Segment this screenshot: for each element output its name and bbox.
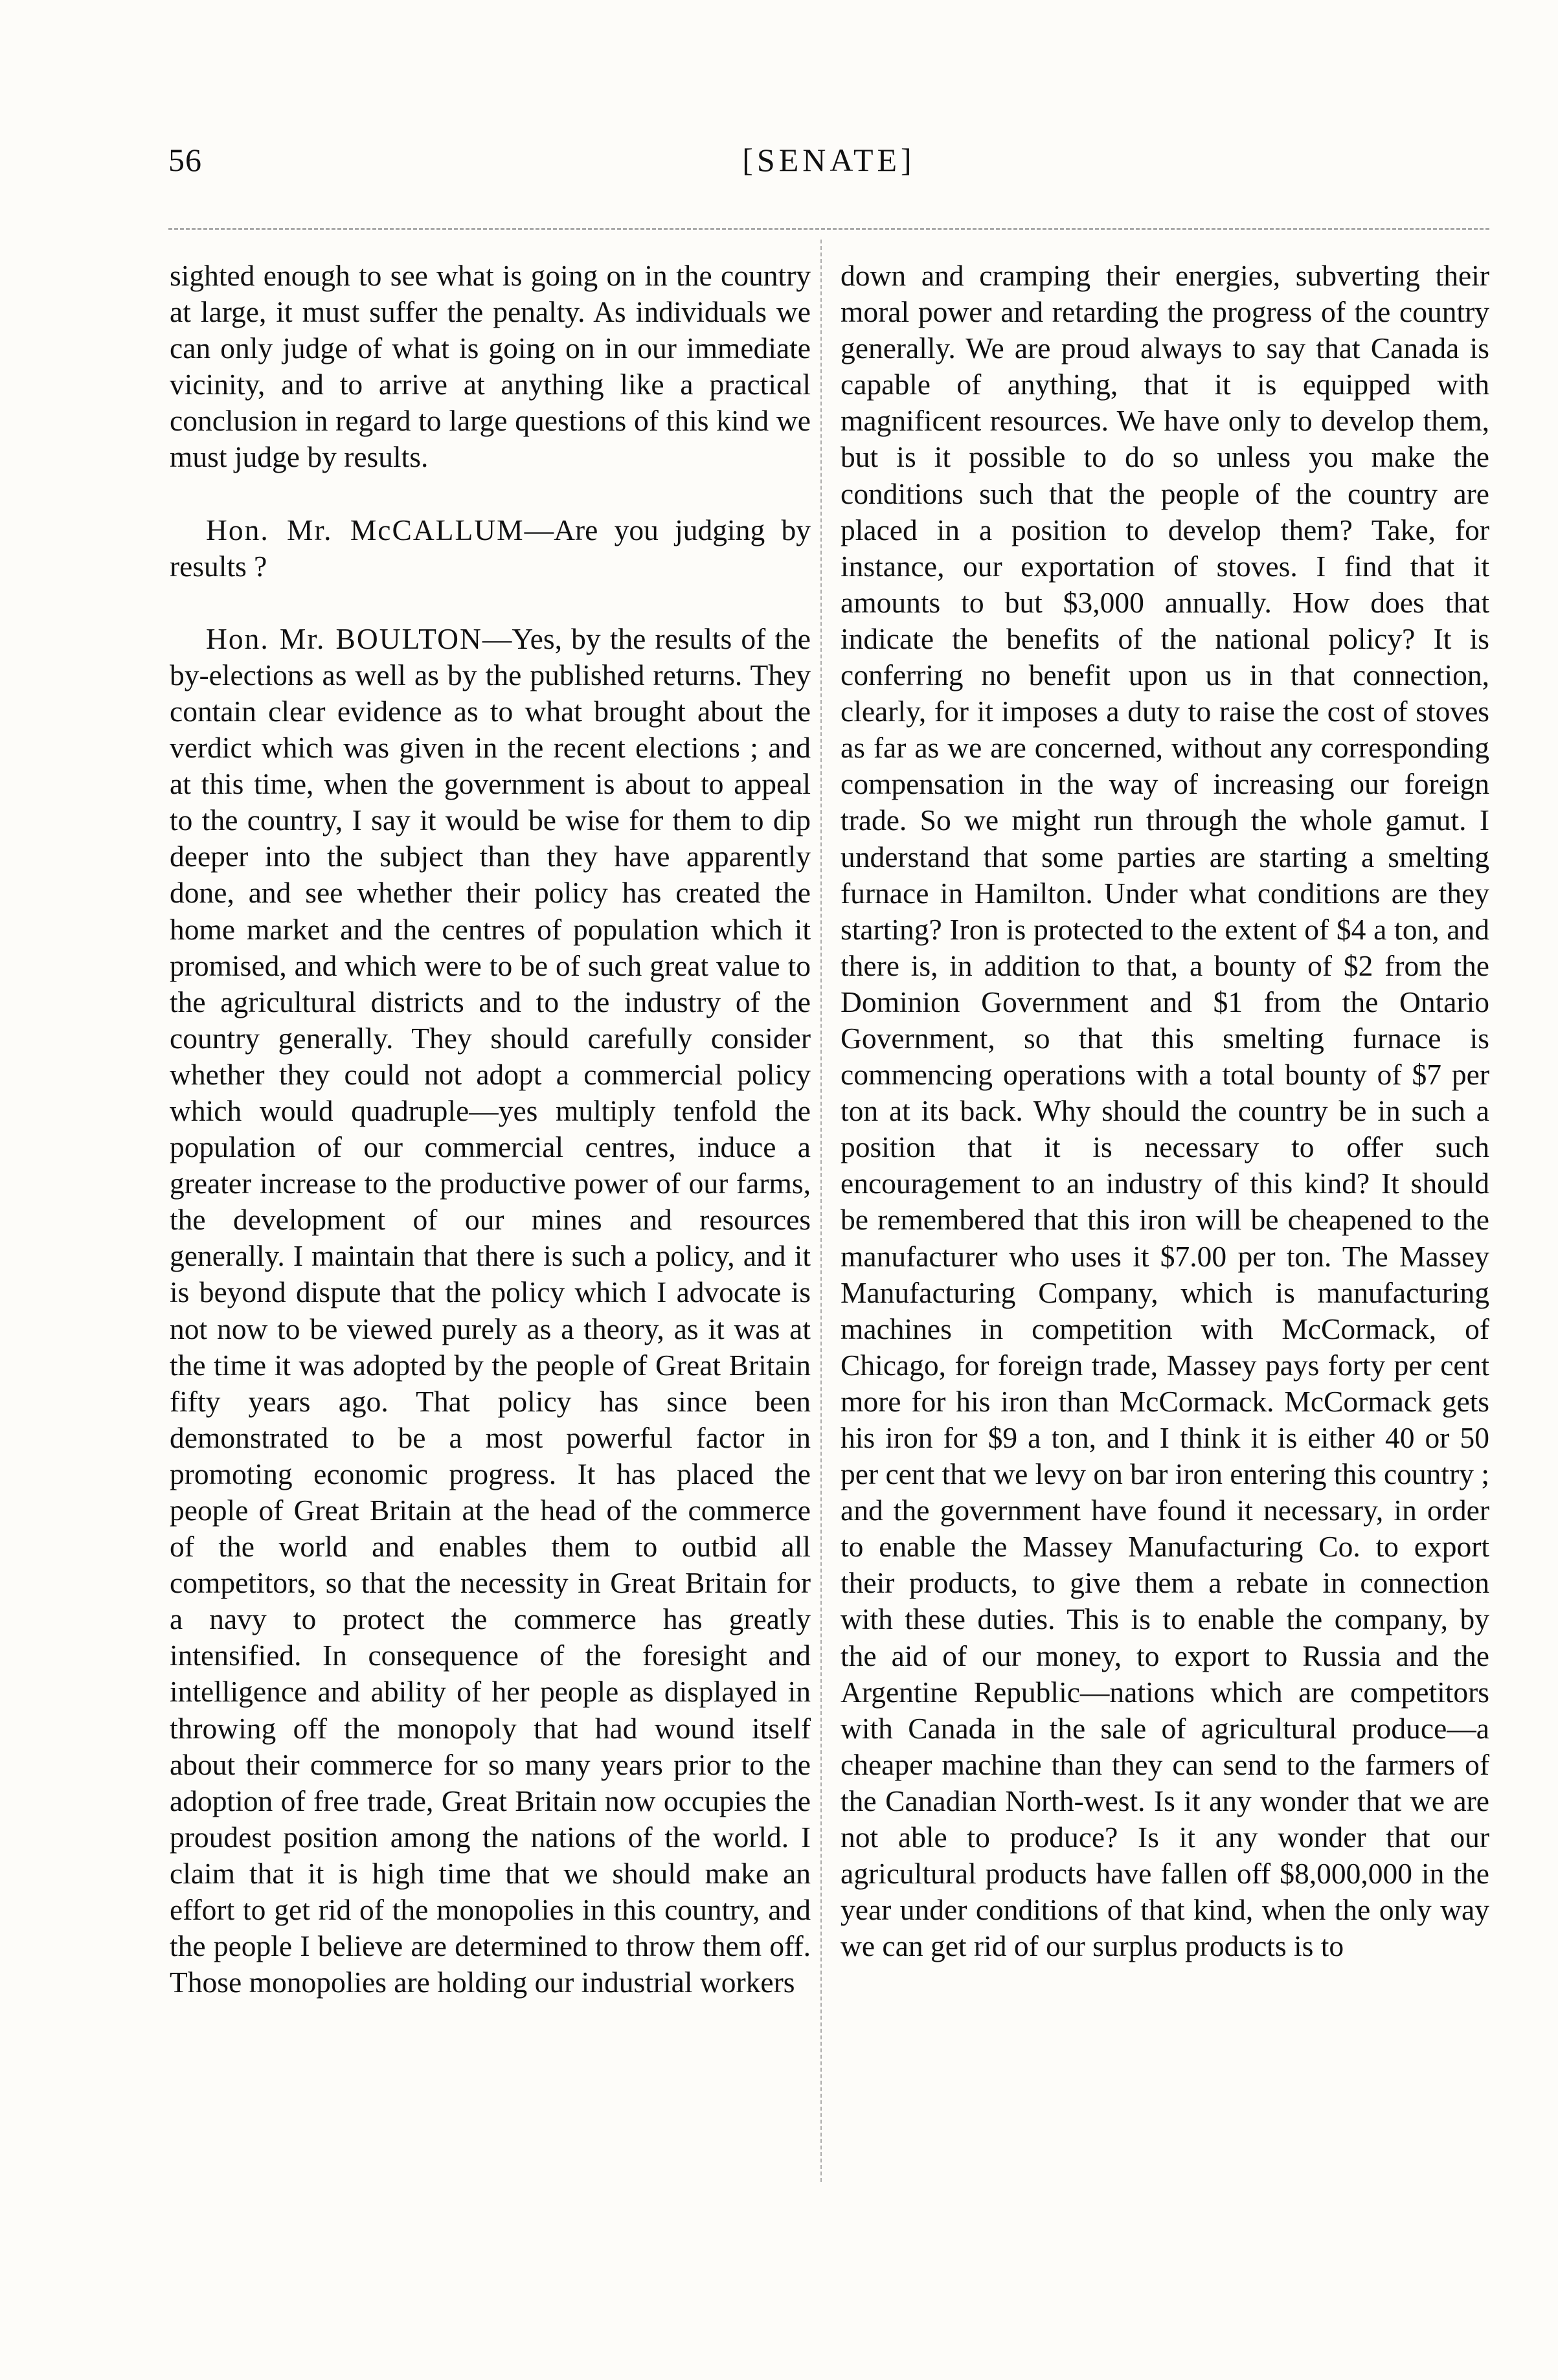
section-title: [SENATE] bbox=[742, 142, 916, 178]
left-paragraph-3 bbox=[170, 621, 811, 2001]
column-divider bbox=[820, 240, 822, 2182]
right-paragraph-1: down and cramping their energies, subverting their moral power and retarding the progress of the country generally. We are proud always to say that Canada is capable of anything, that it is equipped with magnificent resources. We have only to develop them, but is it possible to do so unless you make the conditions such that the people of the country are placed in a position to develop them? Take, for instance, our exportation of stoves. I find that it amounts to but $3,000 annually. How does that indicate the benefits of the national policy? It is conferring no benefit upon us in that connection, clearly, for it imposes a duty to raise the cost of stoves as far as we are concerned, without any corresponding compensation in the way of increasing our foreign trade. So we might run through the whole gamut. I understand that some parties are starting a smelting furnace in Hamilton. Under what conditions are they starting? Iron is protected to the extent of $4 a ton, and there is, in addition to that, a bounty of $2 from the Dominion Government and $1 from the Ontario Government, so that this smelting furnace is commencing operations with a total bounty of $7 per ton at its back. Why should the country be in such a position that it is necessary to offer such encouragement to an industry of this kind? It should be remembered that this iron will be cheapened to the manufacturer who uses it $7.00 per ton. The Massey Manufacturing Company, which is manufacturing machines in competition with McCormack, of Chicago, for foreign trade, Massey pays forty per cent more for his iron than McCormack. McCormack gets his iron for $9 a ton, and I think it is either 40 or 50 per cent that we levy on bar iron entering this country ; and the government have found it necessary, in order to enable the Massey Manufacturing Co. to export their products, to give them a rebate in connection with these duties. This is to enable the company, by the aid of our money, to export to Russia and the Argentine Republic—nations which are competitors with Canada in the sale of agricultural produce—a cheaper machine than they can send to the farmers of the Canadian North-west. Is it any wonder that we are not able to produce? Is it any wonder that our agricultural products have fallen off $8,000,000 in the year under conditions of that kind, when the only way we can get rid of our surplus products is to bbox=[841, 259, 1489, 1963]
left-paragraph-2 bbox=[170, 512, 811, 585]
page-header bbox=[168, 141, 1489, 193]
speaker-name: Hon. Mr. BOULTON bbox=[206, 622, 482, 655]
header-rule bbox=[168, 228, 1489, 230]
speaker-name: Hon. Mr. McCALLUM bbox=[206, 513, 525, 546]
left-paragraph-1: sighted enough to see what is going on in the country at large, it must suffer the penalty. As individuals we can only judge of what is going on in our immediate vicinity, and to arrive at anything like a practical conclusion in regard to large questions of this kind we must judge by results. bbox=[170, 259, 811, 474]
left-column bbox=[170, 258, 811, 2001]
page-number: 56 bbox=[168, 142, 202, 178]
speech-text: —Yes, by the results of the by-elections as well as by the published returns. They contain clear evidence as to what brought about the verdict which was given in the recent elections ; and at this time, when the government is about to appeal to the country, I say it would be wise for them to dip deeper into the subject than they have apparently done, and see whether their policy has created the home market and the centres of population which it promised, and which were to be of such great value to the agricultural districts and to the industry of the country generally. They should carefully consider whether they could not adopt a commercial policy which would quadruple—yes multiply tenfold the population of our commercial centres, induce a greater increase to the productive power of our farms, the development of our mines and resources generally. I maintain that there is such a policy, and it is beyond dispute that the policy which I advocate is not now to be viewed purely as a theory, as it was at the time it was adopted by the people of Great Britain fifty years ago. That policy has since been demonstrated to be a most powerful factor in promoting economic progress. It has placed the people of Great Britain at the head of the commerce of the world and enables them to outbid all competitors, so that the necessity in Great Britain for a navy to protect the commerce has greatly intensified. In consequence of the foresight and intelligence and ability of her people as displayed in throwing off the monopoly that had wound itself about their commerce for so many years prior to the adoption of free trade, Great Britain now occupies the proudest position among the nations of the world. I claim that it is high time that we should make an effort to get rid of the monopolies in this country, and the people I believe are determined to throw them off. Those monopolies are holding our industrial workers bbox=[170, 622, 811, 1999]
right-column bbox=[841, 258, 1489, 1964]
speech-text: —Are you judging by results ? bbox=[170, 513, 811, 583]
